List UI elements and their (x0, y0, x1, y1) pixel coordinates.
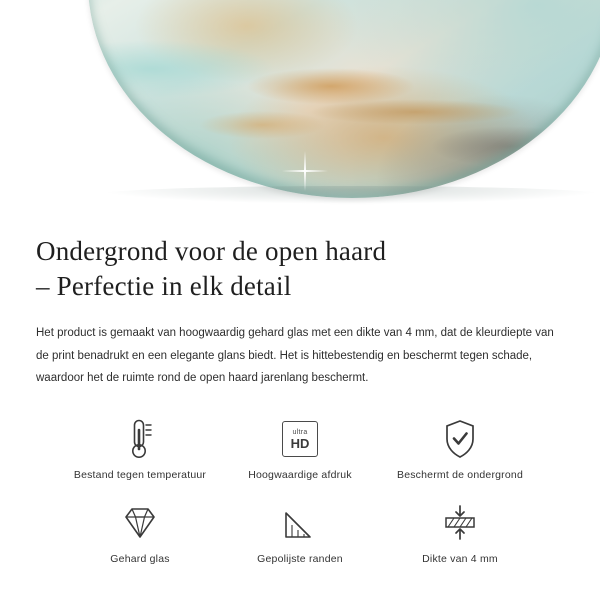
feature-item-print-quality (220, 415, 380, 481)
description-paragraph: Het product is gemaakt van hoogwaardig gehard glas met een dikte van 4 mm, dat de kleurdiepte van de print benadrukt en een elegante glans biedt. Het is hittebestendig en beschermt tegen schade, waardoor het de ruimte rond de open haard jarenlang beschermt. (36, 327, 554, 385)
feature-item-tempered-glass (60, 499, 220, 565)
round-glass-plate-image (88, 0, 600, 198)
polished-edges-icon (280, 499, 320, 547)
feature-label: Bestand tegen temperatuur (73, 469, 207, 482)
ultra-hd-badge-bottom: HD (290, 435, 310, 451)
hero-image (0, 0, 600, 208)
feature-label: Hoogwaardige afdruk (248, 469, 352, 482)
content-block (0, 208, 600, 565)
feature-label: Gehard glas (110, 553, 170, 566)
feature-item-temperature (60, 415, 220, 481)
ultra-hd-badge-top: ultra (292, 428, 308, 436)
feature-label: Dikte van 4 mm (422, 553, 498, 566)
diamond-icon (119, 499, 161, 547)
shield-check-icon (441, 415, 479, 463)
plate-shadow (96, 186, 600, 204)
feature-label: Beschermt de ondergrond (396, 469, 523, 482)
feature-label: Gepolijste randen (257, 553, 343, 566)
ultra-hd-icon (282, 415, 318, 463)
feature-item-polished-edges (220, 499, 380, 565)
thermometer-icon (120, 415, 160, 463)
page-title-line-1: Ondergrond voor de open haard (36, 236, 387, 266)
thickness-arrows-icon (438, 499, 482, 547)
feature-item-thickness (380, 499, 540, 565)
feature-item-surface-protection (380, 415, 540, 481)
page-title (36, 234, 564, 304)
page-title-line-2: – Perfectie in elk detail (36, 271, 292, 302)
feature-grid (36, 415, 564, 565)
